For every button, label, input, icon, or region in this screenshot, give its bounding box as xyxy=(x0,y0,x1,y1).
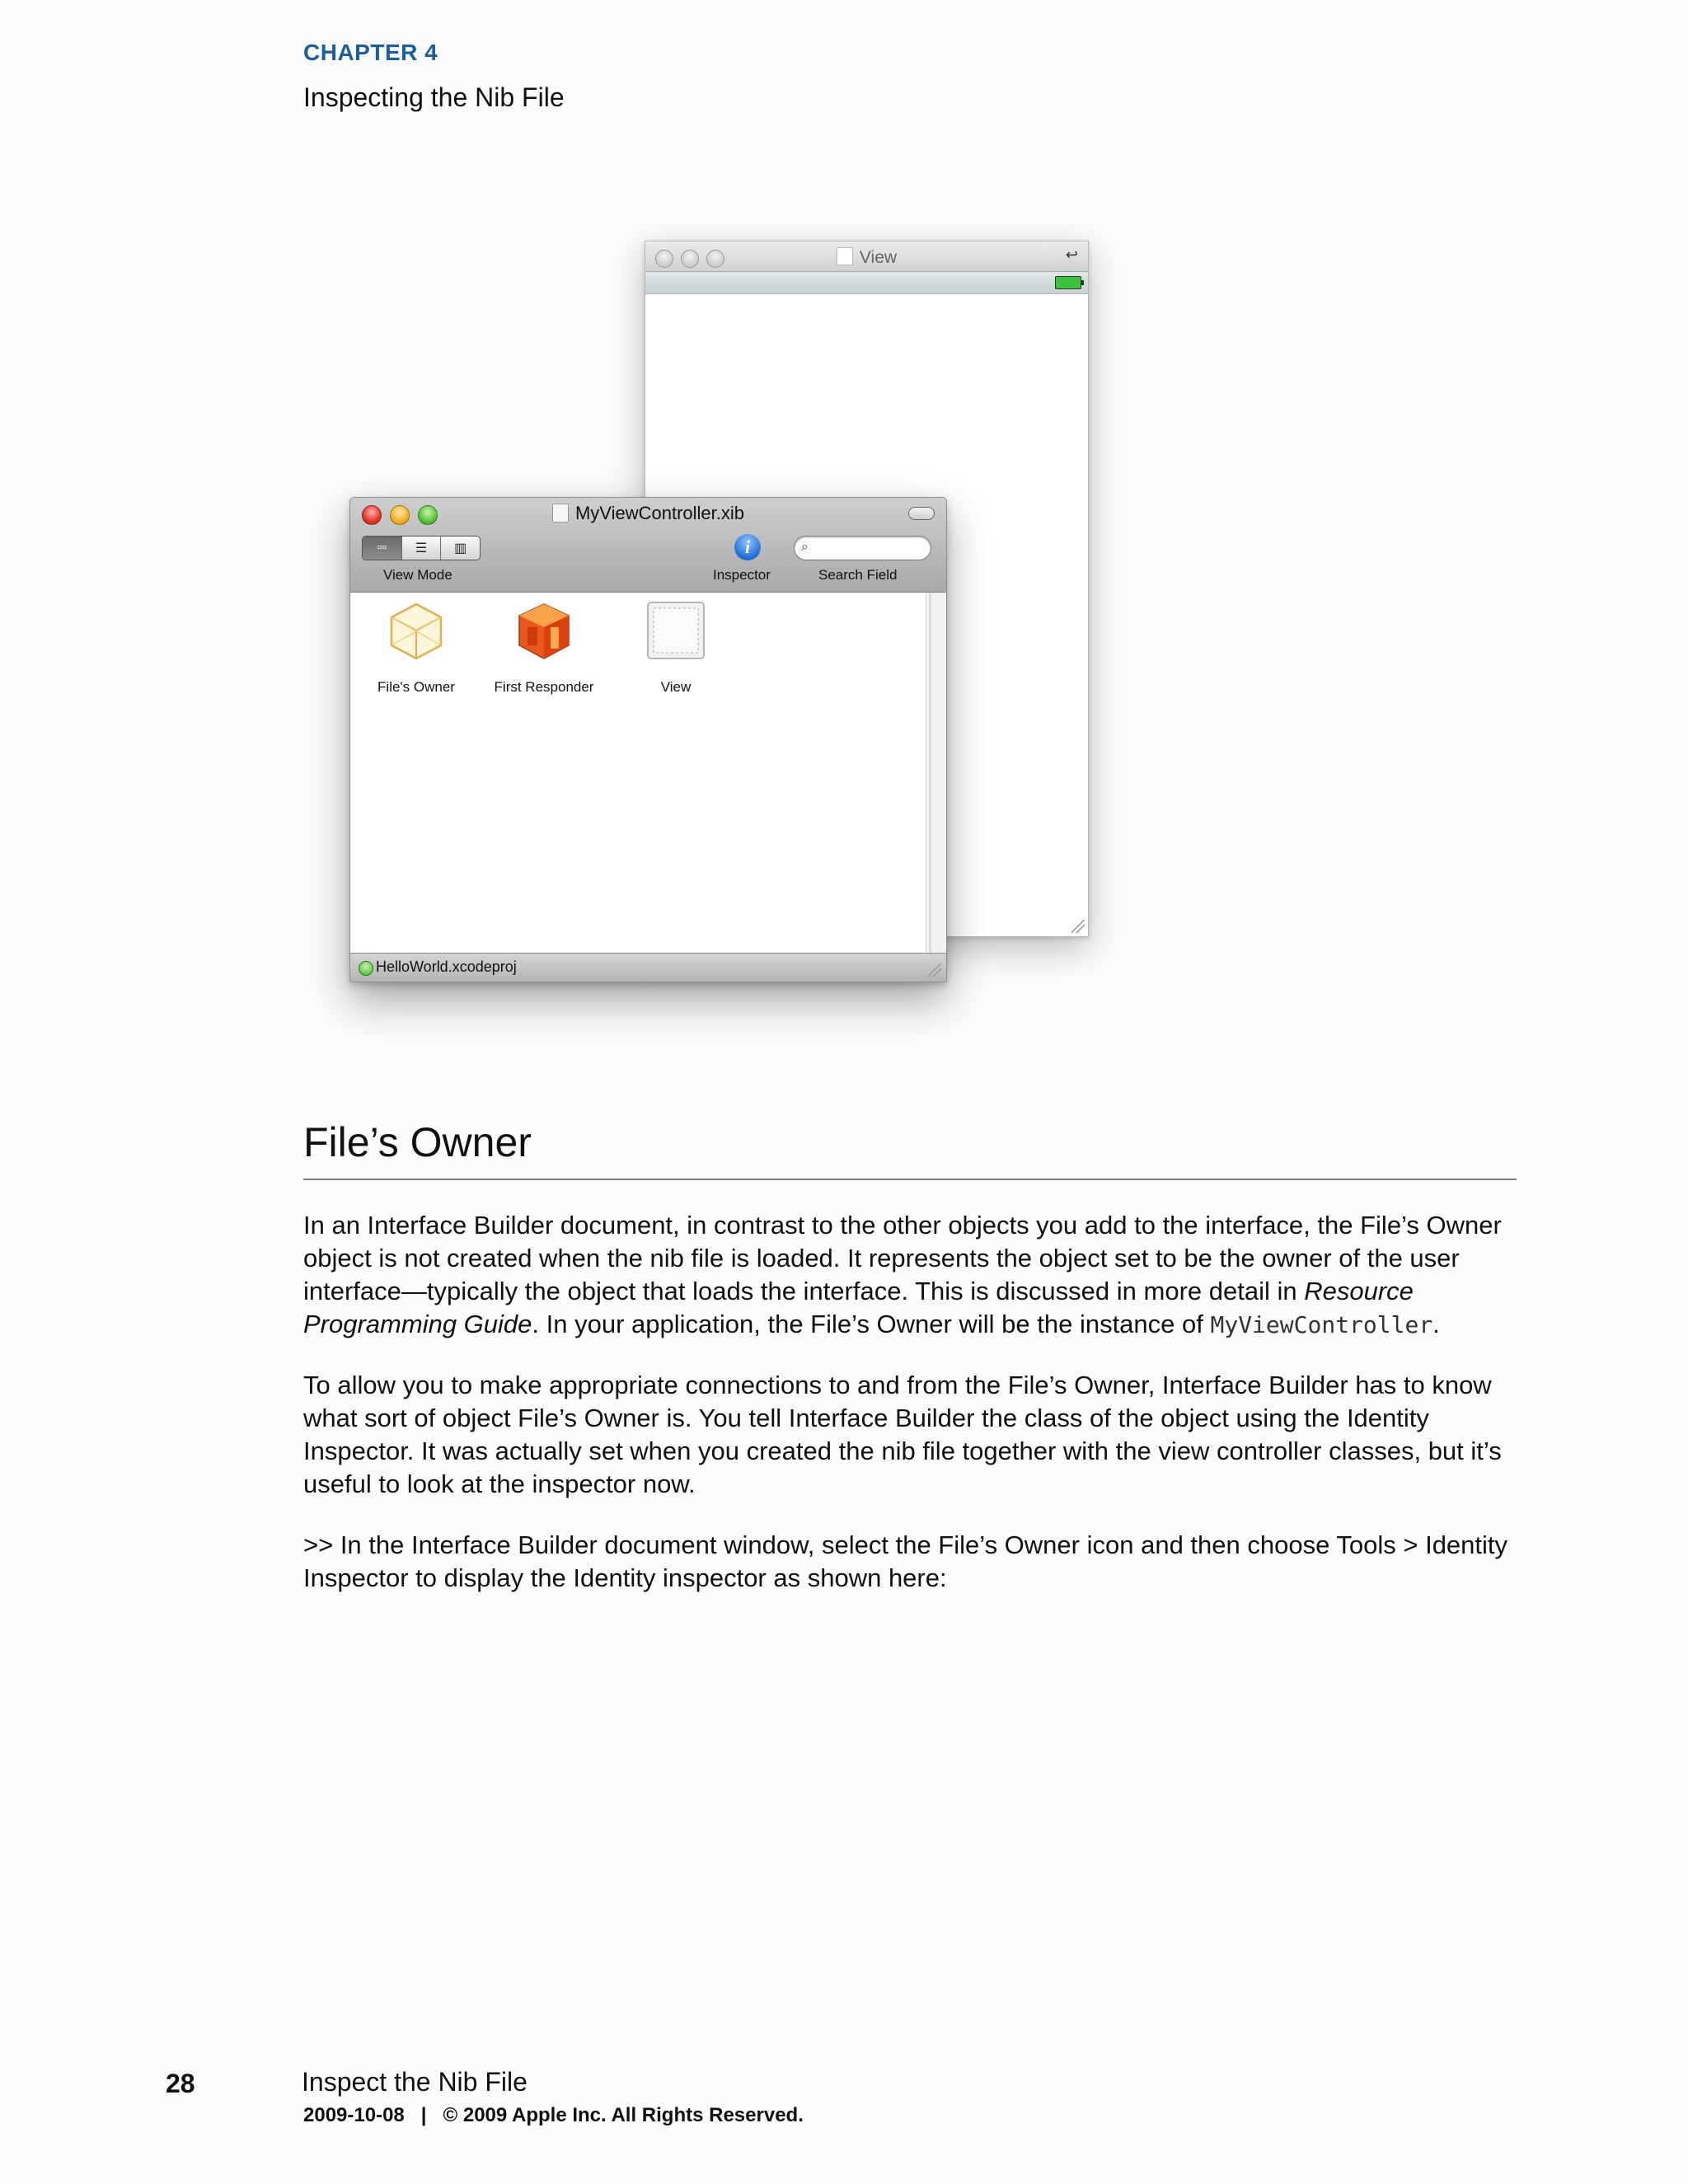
inspector-info-icon[interactable]: i xyxy=(734,534,761,560)
view-mode-segmented-control[interactable] xyxy=(362,536,481,560)
orange-cube-icon xyxy=(514,601,574,660)
view-object-label: View xyxy=(660,679,692,695)
view-window-title xyxy=(645,247,1088,268)
project-name[interactable]: HelloWorld.xcodeproj xyxy=(376,958,517,975)
simulated-status-bar xyxy=(645,272,1088,294)
resize-grip-icon[interactable] xyxy=(1071,920,1085,933)
resize-grip-icon[interactable] xyxy=(928,963,941,977)
xib-object-area xyxy=(350,593,926,954)
heading-rule xyxy=(303,1179,1517,1180)
battery-icon xyxy=(1055,276,1081,289)
icon-view-icon[interactable]: ▫▫ xyxy=(363,537,402,560)
chapter-label: CHAPTER 4 xyxy=(303,40,438,65)
project-status-icon xyxy=(359,961,373,976)
xib-window-title xyxy=(350,503,946,524)
first-responder-object[interactable] xyxy=(482,601,606,696)
xib-window-title-text: MyViewController.xib xyxy=(574,503,744,523)
paragraph-3-instruction: >> In the Interface Builder document window, select the File’s Owner icon and then choose Tools > Identity Inspector to display the Identity inspector as shown here: xyxy=(303,1530,1508,1592)
view-window-title-text: View xyxy=(859,248,898,267)
chapter-title: Inspecting the Nib File xyxy=(303,82,565,112)
paragraph-1-text-b: . In your application, the File’s Owner will be the instance of xyxy=(532,1310,1211,1338)
paragraph-1-text-c: . xyxy=(1432,1310,1440,1338)
resource-programming-guide-ref: Resource Programming Guide xyxy=(303,1277,1414,1338)
search-icon: ⌕ xyxy=(801,540,809,554)
view-object[interactable] xyxy=(631,601,721,696)
xib-document-icon xyxy=(552,504,569,523)
section-heading: File’s Owner xyxy=(303,1119,532,1165)
column-view-icon[interactable]: ▥ xyxy=(454,541,467,555)
view-placeholder-icon xyxy=(646,601,706,660)
paragraph-1-text-a: In an Interface Builder document, in contrast to the other objects you add to the interface, the File’s Owner object is not created when the nib file is loaded. It represents the object set to be the owner of the user interface—typically the object that loads the interface. This is discussed in more detail in xyxy=(303,1211,1502,1305)
document-icon xyxy=(837,247,853,265)
footer-section-title: Inspect the Nib File xyxy=(302,2067,528,2097)
paragraph-1 xyxy=(303,1209,1517,1342)
vertical-scrollbar[interactable] xyxy=(926,593,946,954)
footer-copyright: 2009-10-08 | © 2009 Apple Inc. All Rights Reserved. xyxy=(303,2104,804,2126)
search-field[interactable] xyxy=(794,536,931,560)
inspector-label: Inspector xyxy=(713,567,771,583)
view-mode-label: View Mode xyxy=(383,567,452,583)
rotate-arrow-icon[interactable]: ↩ xyxy=(1065,246,1078,263)
xib-toolbar xyxy=(350,498,946,593)
page-number: 28 xyxy=(166,2069,195,2098)
list-view-icon[interactable]: ☰ xyxy=(402,537,442,560)
search-field-label: Search Field xyxy=(818,567,898,583)
files-owner-label: File's Owner xyxy=(377,679,455,695)
xib-status-bar xyxy=(350,953,946,982)
paragraph-2: To allow you to make appropriate connections to and from the File’s Owner, Interface Builder has to know what sort of object File’s Owner is. You tell Interface Builder the class of the object using the Identity Inspector. It was actually set when you created the nib file together with the view controller classes, but it’s useful to look at the inspector now. xyxy=(303,1371,1502,1498)
class-name-code: MyViewController xyxy=(1210,1311,1433,1338)
first-responder-label: First Responder xyxy=(494,679,594,695)
toolbar-toggle-button[interactable] xyxy=(908,507,935,520)
xib-document-window[interactable] xyxy=(349,497,947,982)
cube-outline-icon xyxy=(387,601,446,660)
view-window-titlebar[interactable] xyxy=(645,241,1088,272)
files-owner-object[interactable] xyxy=(359,601,474,696)
